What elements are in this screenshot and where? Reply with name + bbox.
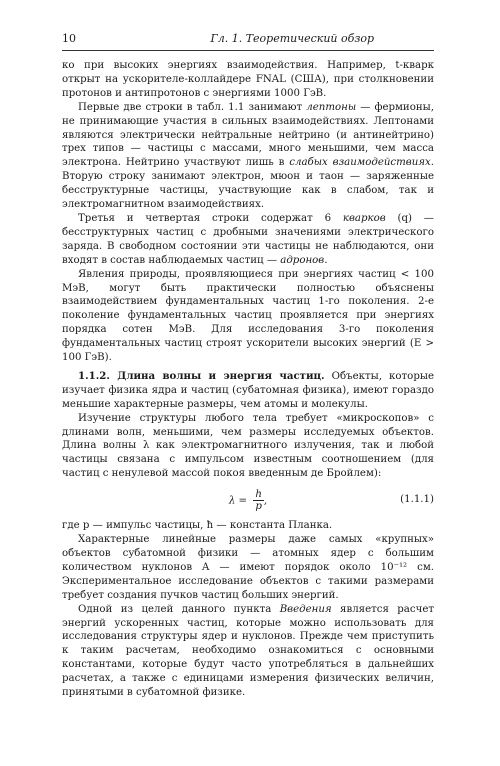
paragraph: Характерные линейные размеры даже самых «крупных» объектов субатомной физики — атомных ядер с большим количеством нуклонов A — имеют порядок около 10⁻¹² см. Экспериментальное исследование объектов с такими размерами требует создания пучков частиц больших энергий.: [62, 534, 434, 601]
text-run: — фермионы, не принимающие участия в сильных взаимодействиях. Лептонами являются электрически нейтральные нейтрино (и антинейтрино) трех типов — частицы с массами, много меньшими, чем масса электрона. Нейтрино участвуют лишь в: [62, 101, 434, 169]
equation-fraction: [253, 489, 264, 512]
text-run: Одной из целей данного пункта: [78, 603, 280, 615]
fraction-denominator: p: [255, 500, 262, 512]
header-rule: [62, 50, 434, 51]
paragraph: [62, 101, 434, 212]
paragraph: где p — импульс частицы, ħ — константа Планка.: [62, 520, 333, 532]
term-hadrons: адронов: [280, 254, 325, 266]
page-number: 10: [62, 32, 76, 45]
paragraph: Изучение структуры любого тела требует «микроскопов» с длинами волн, меньшими, чем размеры исследуемых объектов. Длина волны λ как электромагнитного излучения, так и любой частицы связана с импульсом известным соотношением (для частиц с ненулевой массой покоя введенным де Бройлем):: [62, 412, 434, 480]
running-head: Гл. 1. Теоретический обзор: [210, 32, 374, 45]
term-leptons: лептоны: [306, 101, 357, 113]
equation-formula: [62, 489, 394, 512]
text-run: Первые две строки в табл. 1.1 занимают: [78, 101, 307, 113]
equation-lhs: λ =: [228, 495, 248, 507]
text-run: Третья и четвертая строки содержат 6: [78, 212, 343, 224]
text-run: является расчет энергий ускоренных частиц, которые можно использовать для исследования структуры ядер и нуклонов. Прежде чем приступить к таким расчетам, необходимо ознакомиться с основными константами, которые будут часто употребляться в дальнейших расчетах, а также с единицами измерения физических величин, принятыми в субатомной физике.: [62, 603, 434, 699]
text-run: Объекты, которые изучает физика ядра и частиц (субатомная физика), имеют гораздо меньшие характерные размеры, чем атомы и молекулы.: [62, 370, 434, 410]
section-paragraph: [62, 370, 434, 412]
page-body: [62, 59, 434, 700]
text-run: . Вторую строку занимают электрон, мюон и таон — заряженные бесструктурные частицы, участвующие как в слабом, так и электромагнитном взаимодействиях.: [62, 157, 434, 211]
term-weak-interactions: слабых взаимодействиях: [289, 157, 431, 169]
term-quarks: кварков: [342, 212, 386, 224]
fraction-numerator: h: [255, 488, 262, 500]
equation-tail: ,: [263, 495, 268, 507]
paragraph: [62, 603, 434, 700]
page-header: [62, 32, 434, 45]
paragraph: Явления природы, проявляющиеся при энергиях частиц < 100 МэВ, могут быть практически полностью объяснены взаимодействием фундаментальных частиц 1-го поколения. 2-е поколение фундаментальных частиц проявляется при энергиях порядка сотен МэВ. Для исследования 3-го поколения фундаментальных частиц строят ускорители высоких энергий (E > 100 ГэВ).: [62, 268, 434, 364]
text-run: (q) — бесструктурных частиц с дробными значениями электрического заряда. В свободном состоянии эти частицы не наблюдаются, они входят в состав наблюдаемых частиц —: [62, 212, 434, 266]
paragraph: [62, 212, 434, 268]
term-introduction: Введения: [279, 603, 332, 615]
equation-number: (1.1.1): [400, 494, 434, 506]
paragraph: ко при высоких энергиях взаимодействия. Например, t-кварк открыт на ускорителе-коллайдере FNAL (США), при столкновении протонов и антипротонов с энергиями 1000 ГэВ.: [62, 60, 434, 99]
section-heading: 1.1.2. Длина волны и энергия частиц.: [78, 369, 325, 382]
equation: [62, 487, 434, 513]
text-run: .: [324, 254, 328, 266]
